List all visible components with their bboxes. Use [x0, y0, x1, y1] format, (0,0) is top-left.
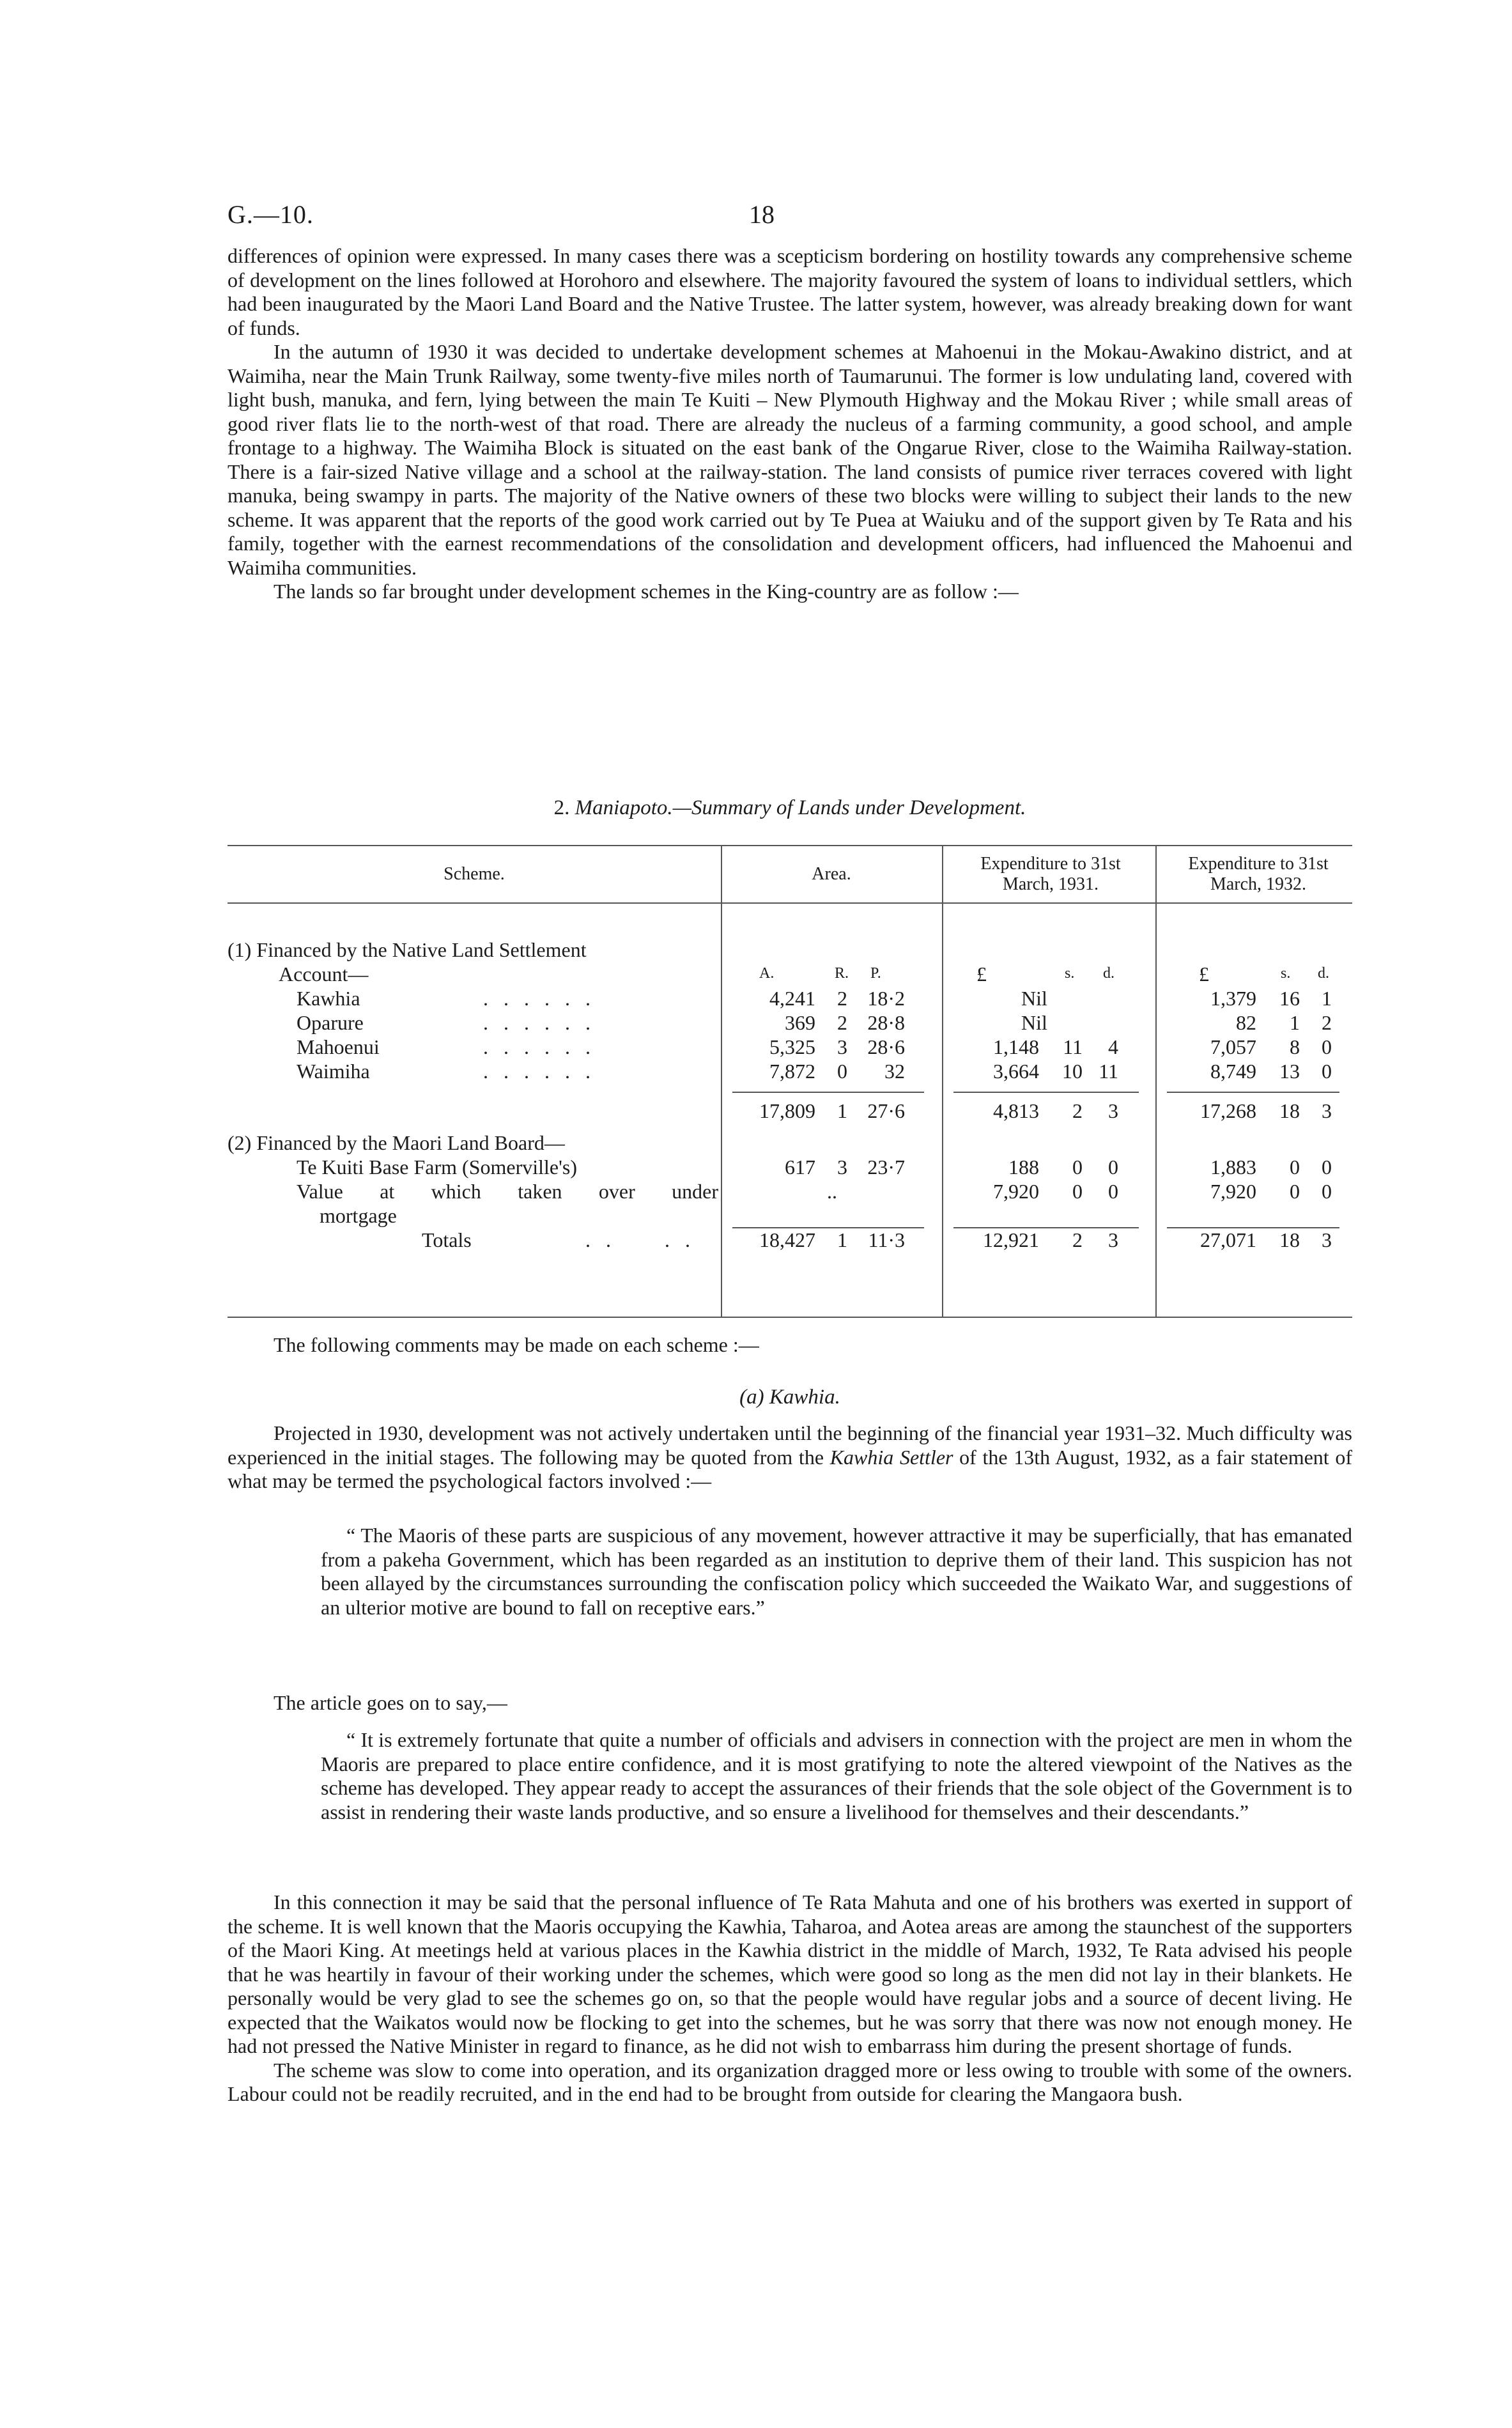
- kawhia-paragraph-1-end: of the 13th August, 1932, as a fair statement of what may be termed the psychological factors involved :—: [228, 1445, 1353, 1492]
- row-acres: 4,241: [769, 987, 815, 1010]
- unit-acres: A.: [759, 965, 775, 982]
- row-pounds-1932: 82: [1236, 1011, 1256, 1034]
- row-pence-1931: 0: [1108, 1180, 1118, 1203]
- row-roods: 2: [837, 987, 847, 1010]
- row-expenditure-1931: Nil: [1021, 987, 1047, 1010]
- row-leader-dots: . . . . . .: [483, 1035, 596, 1058]
- row-pounds-1931: 7,920: [993, 1180, 1039, 1203]
- subtotal-pence-1932: 3: [1322, 1099, 1332, 1122]
- section-heading-kawhia: (a) Kawhia.: [739, 1386, 840, 1409]
- row-name: Kawhia: [297, 987, 360, 1010]
- row-pence-1932: 0: [1322, 1156, 1332, 1179]
- row-pence-1932: 0: [1322, 1060, 1332, 1083]
- intro-paragraph-1: differences of opinion were expressed. In many cases there was a scepticism bordering on hostility towards any comprehensive scheme of development on the lines followed at Horohoro and elsewhere. The majority favoured the system of loans to individual settlers, which had been inaugurated by the Maori Land Board and the Native Trustee. The latter system, however, was already breaking down for want of funds.: [228, 244, 1352, 339]
- row-shillings-1932: 13: [1279, 1060, 1300, 1083]
- row-name: Oparure: [297, 1011, 364, 1034]
- unit-roods: R.: [835, 965, 849, 982]
- kawhia-text: [228, 1421, 1352, 1494]
- totals-shillings-1931: 2: [1072, 1228, 1083, 1251]
- intro-text: [228, 244, 1352, 604]
- row-shillings-1932: 0: [1290, 1156, 1300, 1179]
- totals-pounds-1931: 12,921: [983, 1228, 1039, 1251]
- row-leader-dots: . . . . . .: [483, 1011, 596, 1034]
- row-acres: ..: [827, 1180, 837, 1203]
- quotation-1-text: “ The Maoris of these parts are suspicious of any movement, however attractive it may be superficially, that has emanated from a pakeha Government, which has been regarded as an institution to deprive them of their land. This suspicion has not been allayed by the circumstances surrounding the confiscation policy which succeeded the Waikato War, and suggestions of an ulterior motive are bound to fall on receptive ears.”: [321, 1524, 1352, 1619]
- subtotal-shillings-1932: 18: [1279, 1099, 1300, 1122]
- subtotal-rule: [1167, 1092, 1339, 1093]
- closing-text: [228, 1891, 1352, 2107]
- totals-leader-dots: . .: [585, 1228, 616, 1251]
- row-acres: 617: [785, 1156, 815, 1179]
- row-acres: 7,872: [769, 1060, 815, 1083]
- row-pence-1932: 0: [1322, 1180, 1332, 1203]
- table-bottom-rule: [228, 1317, 1352, 1318]
- row-shillings-1932: 8: [1290, 1035, 1300, 1058]
- article-line-block: [228, 1691, 1352, 1715]
- row-roods: 3: [837, 1035, 847, 1058]
- row-acres: 369: [785, 1011, 815, 1034]
- row-roods: 2: [837, 1011, 847, 1034]
- row-pounds-1932: 8,749: [1210, 1060, 1256, 1083]
- closing-paragraph-2: The scheme was slow to come into operation, and its organization dragged more or less owing to trouble with some of the owners. Labour could not be readily recruited, and in the end had to be brought from outside for clearing the Mangaora bush.: [228, 2058, 1352, 2105]
- row-shillings-1932: 0: [1290, 1180, 1300, 1203]
- quotation-1: [321, 1524, 1352, 1620]
- row-pounds-1931: 1,148: [993, 1035, 1039, 1058]
- table-title-text: Maniapoto.—Summary of Lands under Development.: [575, 796, 1026, 819]
- row-pounds-1932: 1,379: [1210, 987, 1256, 1010]
- row-pence-1932: 1: [1322, 987, 1332, 1010]
- row-perches: 32: [884, 1060, 905, 1083]
- header-expenditure-1931: Expenditure to 31st March, 1931.: [980, 854, 1121, 894]
- row-perches: 18·2: [867, 987, 905, 1010]
- kawhia-paragraph-1: [228, 1421, 1352, 1494]
- row-pence-1932: 2: [1322, 1011, 1332, 1034]
- totals-roods: 1: [837, 1228, 847, 1251]
- row-pence-1931: 4: [1108, 1035, 1118, 1058]
- intro-paragraph-2: In the autumn of 1930 it was decided to undertake development schemes at Mahoenui in the Mokau-Awakino district, and at Waimiha, near the Main Trunk Railway, some twenty-five miles north of Taumarunui. The former is low undulating land, covered with light bush, manuka, and fern, lying between the main Te Kuiti – New Plymouth Highway and the Mokau River ; while small areas of good river flats lie to the north-west of that road. There are already the nucleus of a farming community, a good school, and ample frontage to a highway. The Waimiha Block is situated on the east bank of the Ongarue River, close to the Waimiha Railway-station. There is a fair-sized Native village and a school at the railway-station. The land consists of pumice river terraces covered with light manuka, being swampy in parts. The majority of the Native owners of these two blocks were willing to subject their lands to the new scheme. It was apparent that the reports of the good work carried out by Te Puea at Waiuku and of the support given by Te Rata and his family, together with the earnest recommendations of the consolidation and development officers, had influenced the Mahoenui and Waimiha communities.: [228, 340, 1352, 579]
- subtotal-rule: [953, 1092, 1139, 1093]
- table-column-rule: [1155, 845, 1157, 1317]
- totals-acres: 18,427: [759, 1228, 815, 1251]
- unit-perches: P.: [870, 965, 881, 982]
- intro-paragraph-3: The lands so far brought under development schemes in the King-country are as follow :—: [274, 580, 1019, 603]
- unit-shillings-1931: s.: [1065, 965, 1075, 982]
- comments-intro: [228, 1333, 1352, 1357]
- row-roods: 0: [837, 1060, 847, 1083]
- row-name: Value at which taken over under: [297, 1180, 718, 1203]
- closing-paragraph-1: In this connection it may be said that the personal influence of Te Rata Mahuta and one of his brothers was exerted in support of the scheme. It is well known that the Maoris occupying the Kawhia, Taharoa, and Aotea areas are among the staunchest of the supporters of the Maori King. At meetings held at various places in the Kawhia district in the middle of March, 1932, Te Rata advised his people that he was heartily in favour of their working under the schemes, which were good so long as the men did not lay in their blankets. He personally would be very glad to see the schemes go on, so that the people would have regular jobs and a source of decent living. He expected that the Waikatos would now be flocking to get into the schemes, but he was sorry that there was now not enough money. He had not pressed the Native Minister in regard to finance, as he did not wish to embarrass him during the present shortage of funds.: [228, 1891, 1352, 2057]
- totals-label: Totals: [422, 1228, 472, 1251]
- newspaper-title: Kawhia Settler: [829, 1445, 953, 1469]
- row-name-cont: mortgage: [320, 1204, 397, 1227]
- table-title: [228, 796, 1352, 820]
- header-expenditure-1932: Expenditure to 31st March, 1932.: [1188, 854, 1329, 894]
- subtotal-acres: 17,809: [759, 1099, 815, 1122]
- subtotal-pence-1931: 3: [1108, 1099, 1118, 1122]
- row-roods: 3: [837, 1156, 847, 1179]
- header-area: Area.: [812, 864, 851, 884]
- section-1-title: (1) Financed by the Native Land Settlement: [228, 938, 587, 961]
- unit-shillings-1932: s.: [1281, 965, 1291, 982]
- row-shillings-1931: 0: [1072, 1180, 1083, 1203]
- totals-pounds-1932: 27,071: [1200, 1228, 1256, 1251]
- header-scheme: Scheme.: [444, 864, 505, 884]
- table-column-rule: [721, 845, 722, 1317]
- row-name: Waimiha: [297, 1060, 370, 1083]
- subtotal-pounds-1932: 17,268: [1200, 1099, 1256, 1122]
- totals-perches: 11·3: [868, 1228, 905, 1251]
- table-title-number: 2.: [553, 796, 570, 819]
- subtotal-pounds-1931: 4,813: [993, 1099, 1039, 1122]
- subtotal-rule: [732, 1092, 924, 1093]
- row-shillings-1931: 11: [1063, 1035, 1083, 1058]
- unit-pounds-1932: £: [1199, 963, 1209, 986]
- row-shillings-1931: 0: [1072, 1156, 1083, 1179]
- row-perches: 28·8: [867, 1011, 905, 1034]
- unit-pence-1932: d.: [1318, 965, 1329, 982]
- row-pence-1932: 0: [1322, 1035, 1332, 1058]
- totals-leader-dots: . .: [665, 1228, 695, 1251]
- row-name: Te Kuiti Base Farm (Somerville's): [297, 1156, 577, 1179]
- row-perches: 28·6: [867, 1035, 905, 1058]
- row-shillings-1932: 1: [1290, 1011, 1300, 1034]
- table-header-rule: [228, 902, 1352, 904]
- section-1-title-cont: Account—: [279, 963, 369, 986]
- totals-pence-1931: 3: [1108, 1228, 1118, 1251]
- quotation-2-text: “ It is extremely fortunate that quite a number of officials and advisers in connection with the project are men in whom the Maoris are prepared to place entire confidence, and it is most gratifying to note the altered viewpoint of the Natives as the scheme has developed. They appear ready to accept the assurances of their friends that the sole object of the Government is to assist in rendering their waste lands productive, and so ensure a livelihood for themselves and their descendants.”: [321, 1728, 1352, 1823]
- row-pounds-1932: 1,883: [1210, 1156, 1256, 1179]
- row-perches: 23·7: [867, 1156, 905, 1179]
- page-number: 18: [749, 200, 775, 229]
- subtotal-perches: 27·6: [867, 1099, 905, 1122]
- row-leader-dots: . . . . . .: [483, 1060, 596, 1083]
- article-line: The article goes on to say,—: [274, 1691, 507, 1714]
- unit-pounds-1931: £: [976, 963, 987, 986]
- subtotal-shillings-1931: 2: [1072, 1099, 1083, 1122]
- table-column-rule: [942, 845, 943, 1317]
- row-pounds-1931: 188: [1008, 1156, 1039, 1179]
- document-reference: G.—10.: [228, 200, 314, 229]
- comments-intro-paragraph: The following comments may be made on each scheme :—: [274, 1333, 759, 1356]
- row-name: Mahoenui: [297, 1035, 380, 1058]
- section-2-title: (2) Financed by the Maori Land Board—: [228, 1131, 565, 1154]
- totals-shillings-1932: 18: [1279, 1228, 1300, 1251]
- row-pence-1931: 0: [1108, 1156, 1118, 1179]
- row-acres: 5,325: [769, 1035, 815, 1058]
- row-pence-1931: 11: [1099, 1060, 1118, 1083]
- subtotal-roods: 1: [837, 1099, 847, 1122]
- row-pounds-1932: 7,057: [1210, 1035, 1256, 1058]
- row-pounds-1931: 3,664: [993, 1060, 1039, 1083]
- quotation-2: [321, 1728, 1352, 1824]
- kawhia-paragraph-1-start: Projected in 1930, development was not actively undertaken until the beginning of the financial year 1931–32. Much difficulty was experienced in the initial stages. The following may be quoted from the: [228, 1421, 1352, 1469]
- totals-pence-1932: 3: [1322, 1228, 1332, 1251]
- table-top-rule: [228, 845, 1352, 846]
- unit-pence-1931: d.: [1103, 965, 1115, 982]
- row-leader-dots: . . . . . .: [483, 987, 596, 1010]
- row-shillings-1932: 16: [1279, 987, 1300, 1010]
- row-expenditure-1931: Nil: [1021, 1011, 1047, 1034]
- row-shillings-1931: 10: [1062, 1060, 1083, 1083]
- row-pounds-1932: 7,920: [1210, 1180, 1256, 1203]
- summary-table: [228, 837, 1352, 1323]
